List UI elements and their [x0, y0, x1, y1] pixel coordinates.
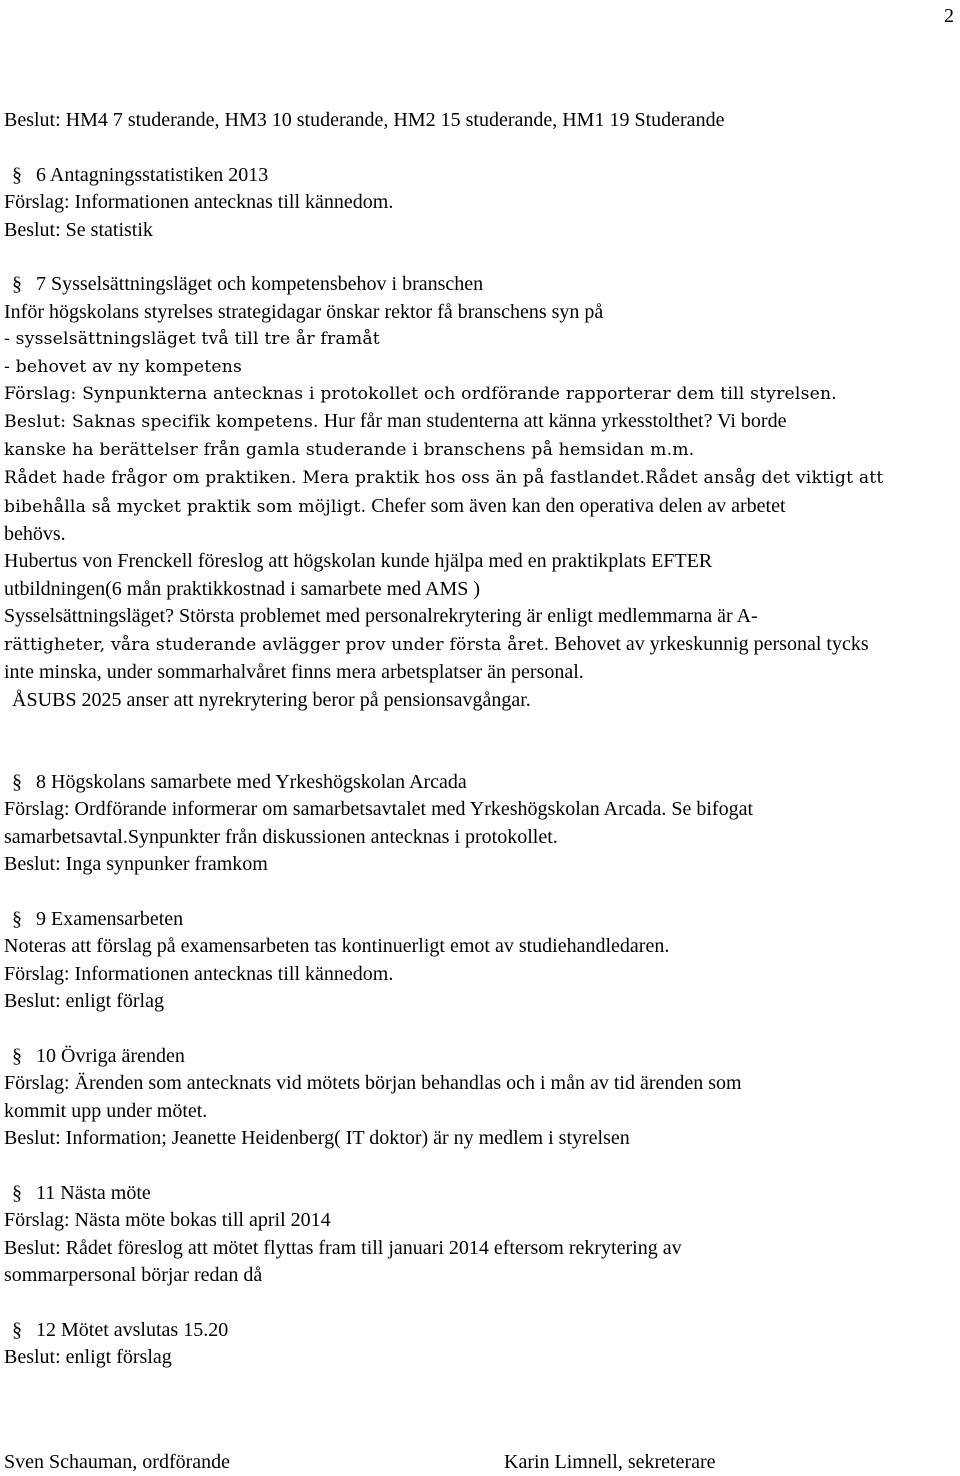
section-7-text: Sysselsättningsläget? — [4, 605, 174, 628]
section-9-decision: Beslut: enligt förlag — [4, 989, 164, 1012]
section-sign-icon: § — [12, 273, 22, 296]
section-7-text: Hur får man studenterna att känna yrkesstolthet? — [318, 410, 713, 433]
section-7-line: kanske ha berättelser från gamla studerande i branschens på hemsidan m.m. — [4, 439, 695, 460]
section-sign-icon: § — [12, 1318, 22, 1341]
section-7-text: Behovet av yrkeskunnig personal tycks — [549, 632, 869, 655]
section-7-heading — [4, 271, 944, 298]
section-7-text: Chefer som även kan den operativa delen av arbetet — [366, 494, 786, 517]
section-11-heading — [4, 1180, 944, 1207]
section-7-text: Största problemet med personalrekrytering är enligt medlemmarna är A- — [173, 605, 758, 628]
section-7-line: behövs. — [4, 523, 66, 546]
section-11-decision: Beslut: Rådet föreslog att mötet flyttas fram till januari 2014 eftersom rekrytering av — [4, 1236, 682, 1259]
section-7-line: inte minska, under sommarhalvåret finns mera arbetsplatser än personal. — [4, 661, 584, 684]
section-7-intro: Inför högskolans styrelses strategidagar önskar rektor få branschens syn på — [4, 300, 604, 323]
section-12-decision: Beslut: enligt förslag — [4, 1346, 172, 1369]
section-11-proposal: Förslag: Nästa möte bokas till april 2014 — [4, 1209, 331, 1232]
section-6-proposal: Förslag: Informationen antecknas till kännedom. — [4, 191, 394, 214]
section-9-heading — [4, 906, 944, 933]
section-7-line — [4, 493, 944, 521]
section-7-text: Vi borde — [712, 410, 787, 433]
section-8-decision: Beslut: Inga synpunker framkom — [4, 852, 268, 875]
section-7-title: 7 Sysselsättningsläget och kompetensbehov i branschen — [36, 273, 484, 296]
section-7-line: Hubertus von Frenckell föreslog att högskolan kunde hjälpa med en praktikplats EFTER — [4, 550, 713, 573]
section-12-heading — [4, 1317, 944, 1344]
section-sign-icon: § — [12, 1181, 22, 1204]
section-10-proposal: Förslag: Ärenden som antecknats vid mötets början behandlas och i mån av tid ärenden som — [4, 1072, 742, 1095]
section-7-text: Rådet hade frågor om praktiken. — [4, 468, 297, 489]
section-9-proposal: Förslag: Informationen antecknas till kännedom. — [4, 962, 394, 985]
section-8-title: 8 Högskolans samarbete med Yrkeshögskolan Arcada — [36, 770, 467, 793]
section-sign-icon: § — [12, 770, 22, 793]
section-7-bullet-1: - sysselsättningsläget två till tre år framåt — [4, 329, 380, 350]
section-12 — [4, 1317, 944, 1372]
section-7-decision: Beslut: Saknas specifik kompetens. — [4, 412, 319, 433]
section-10-heading — [4, 1043, 944, 1070]
document-body — [4, 107, 944, 1372]
section-8-heading — [4, 769, 944, 796]
section-sign-icon: § — [12, 1044, 22, 1067]
section-7-line: ÅSUBS 2025 anser att nyrekrytering beror på pensionsavgångar. — [12, 688, 531, 711]
intro-decision: Beslut: HM4 7 studerande, HM3 10 studerande, HM2 15 studerande, HM1 19 Studerande — [4, 109, 725, 131]
section-9-note: Noteras att förslag på examensarbeten tas kontinuerligt emot av studiehandledaren. — [4, 935, 670, 958]
section-sign-icon: § — [12, 907, 22, 930]
chair-signature: Sven Schauman, ordförande — [4, 1451, 231, 1473]
section-7-text: rättigheter, våra studerande avlägger prov under första året. — [4, 634, 550, 655]
section-11-title: 11 Nästa möte — [36, 1181, 151, 1204]
section-12-title: 12 Mötet avslutas 15.20 — [36, 1318, 229, 1341]
section-9 — [4, 906, 944, 1016]
section-8-proposal-cont: samarbetsavtal.Synpunkter från diskussionen antecknas i protokollet. — [4, 825, 558, 848]
section-7-bullet-2: - behovet av ny kompetens — [4, 356, 242, 377]
section-7-line: utbildningen(6 mån praktikkostnad i samarbete med AMS ) — [4, 577, 481, 600]
section-7-line — [4, 464, 944, 492]
section-7-line — [4, 408, 944, 436]
section-7-text: Rådet ansåg det viktigt att — [645, 468, 884, 489]
section-8-proposal: Förslag: Ordförande informerar om samarbetsavtalet med Yrkeshögskolan Arcada. Se bifogat — [4, 798, 754, 821]
section-7 — [4, 271, 944, 714]
page-number: 2 — [944, 5, 954, 27]
section-6-decision: Beslut: Se statistik — [4, 218, 153, 241]
secretary-signature: Karin Limnell, sekreterare — [504, 1451, 716, 1473]
section-11 — [4, 1180, 944, 1290]
section-10-proposal-cont: kommit upp under mötet. — [4, 1099, 208, 1122]
section-sign-icon: § — [12, 163, 22, 186]
section-7-line — [4, 603, 944, 630]
section-7-line — [4, 631, 944, 659]
section-6-heading — [4, 162, 944, 189]
section-8 — [4, 769, 944, 879]
section-7-text: Mera praktik hos oss än på fastlandet. — [296, 468, 646, 489]
section-10 — [4, 1043, 944, 1153]
section-9-title: 9 Examensarbeten — [36, 907, 184, 930]
section-11-decision-cont: sommarpersonal börjar redan då — [4, 1263, 263, 1286]
section-10-title: 10 Övriga ärenden — [36, 1044, 185, 1067]
section-10-decision: Beslut: Information; Jeanette Heidenberg( IT doktor) är ny medlem i styrelsen — [4, 1126, 630, 1149]
section-7-proposal: Förslag: Synpunkterna antecknas i protokollet och ordförande rapporterar dem till styrelsen. — [4, 384, 837, 405]
section-7-text: bibehålla så mycket praktik som möjligt. — [4, 496, 367, 517]
section-6 — [4, 162, 944, 244]
section-6-title: 6 Antagningsstatistiken 2013 — [36, 163, 269, 186]
